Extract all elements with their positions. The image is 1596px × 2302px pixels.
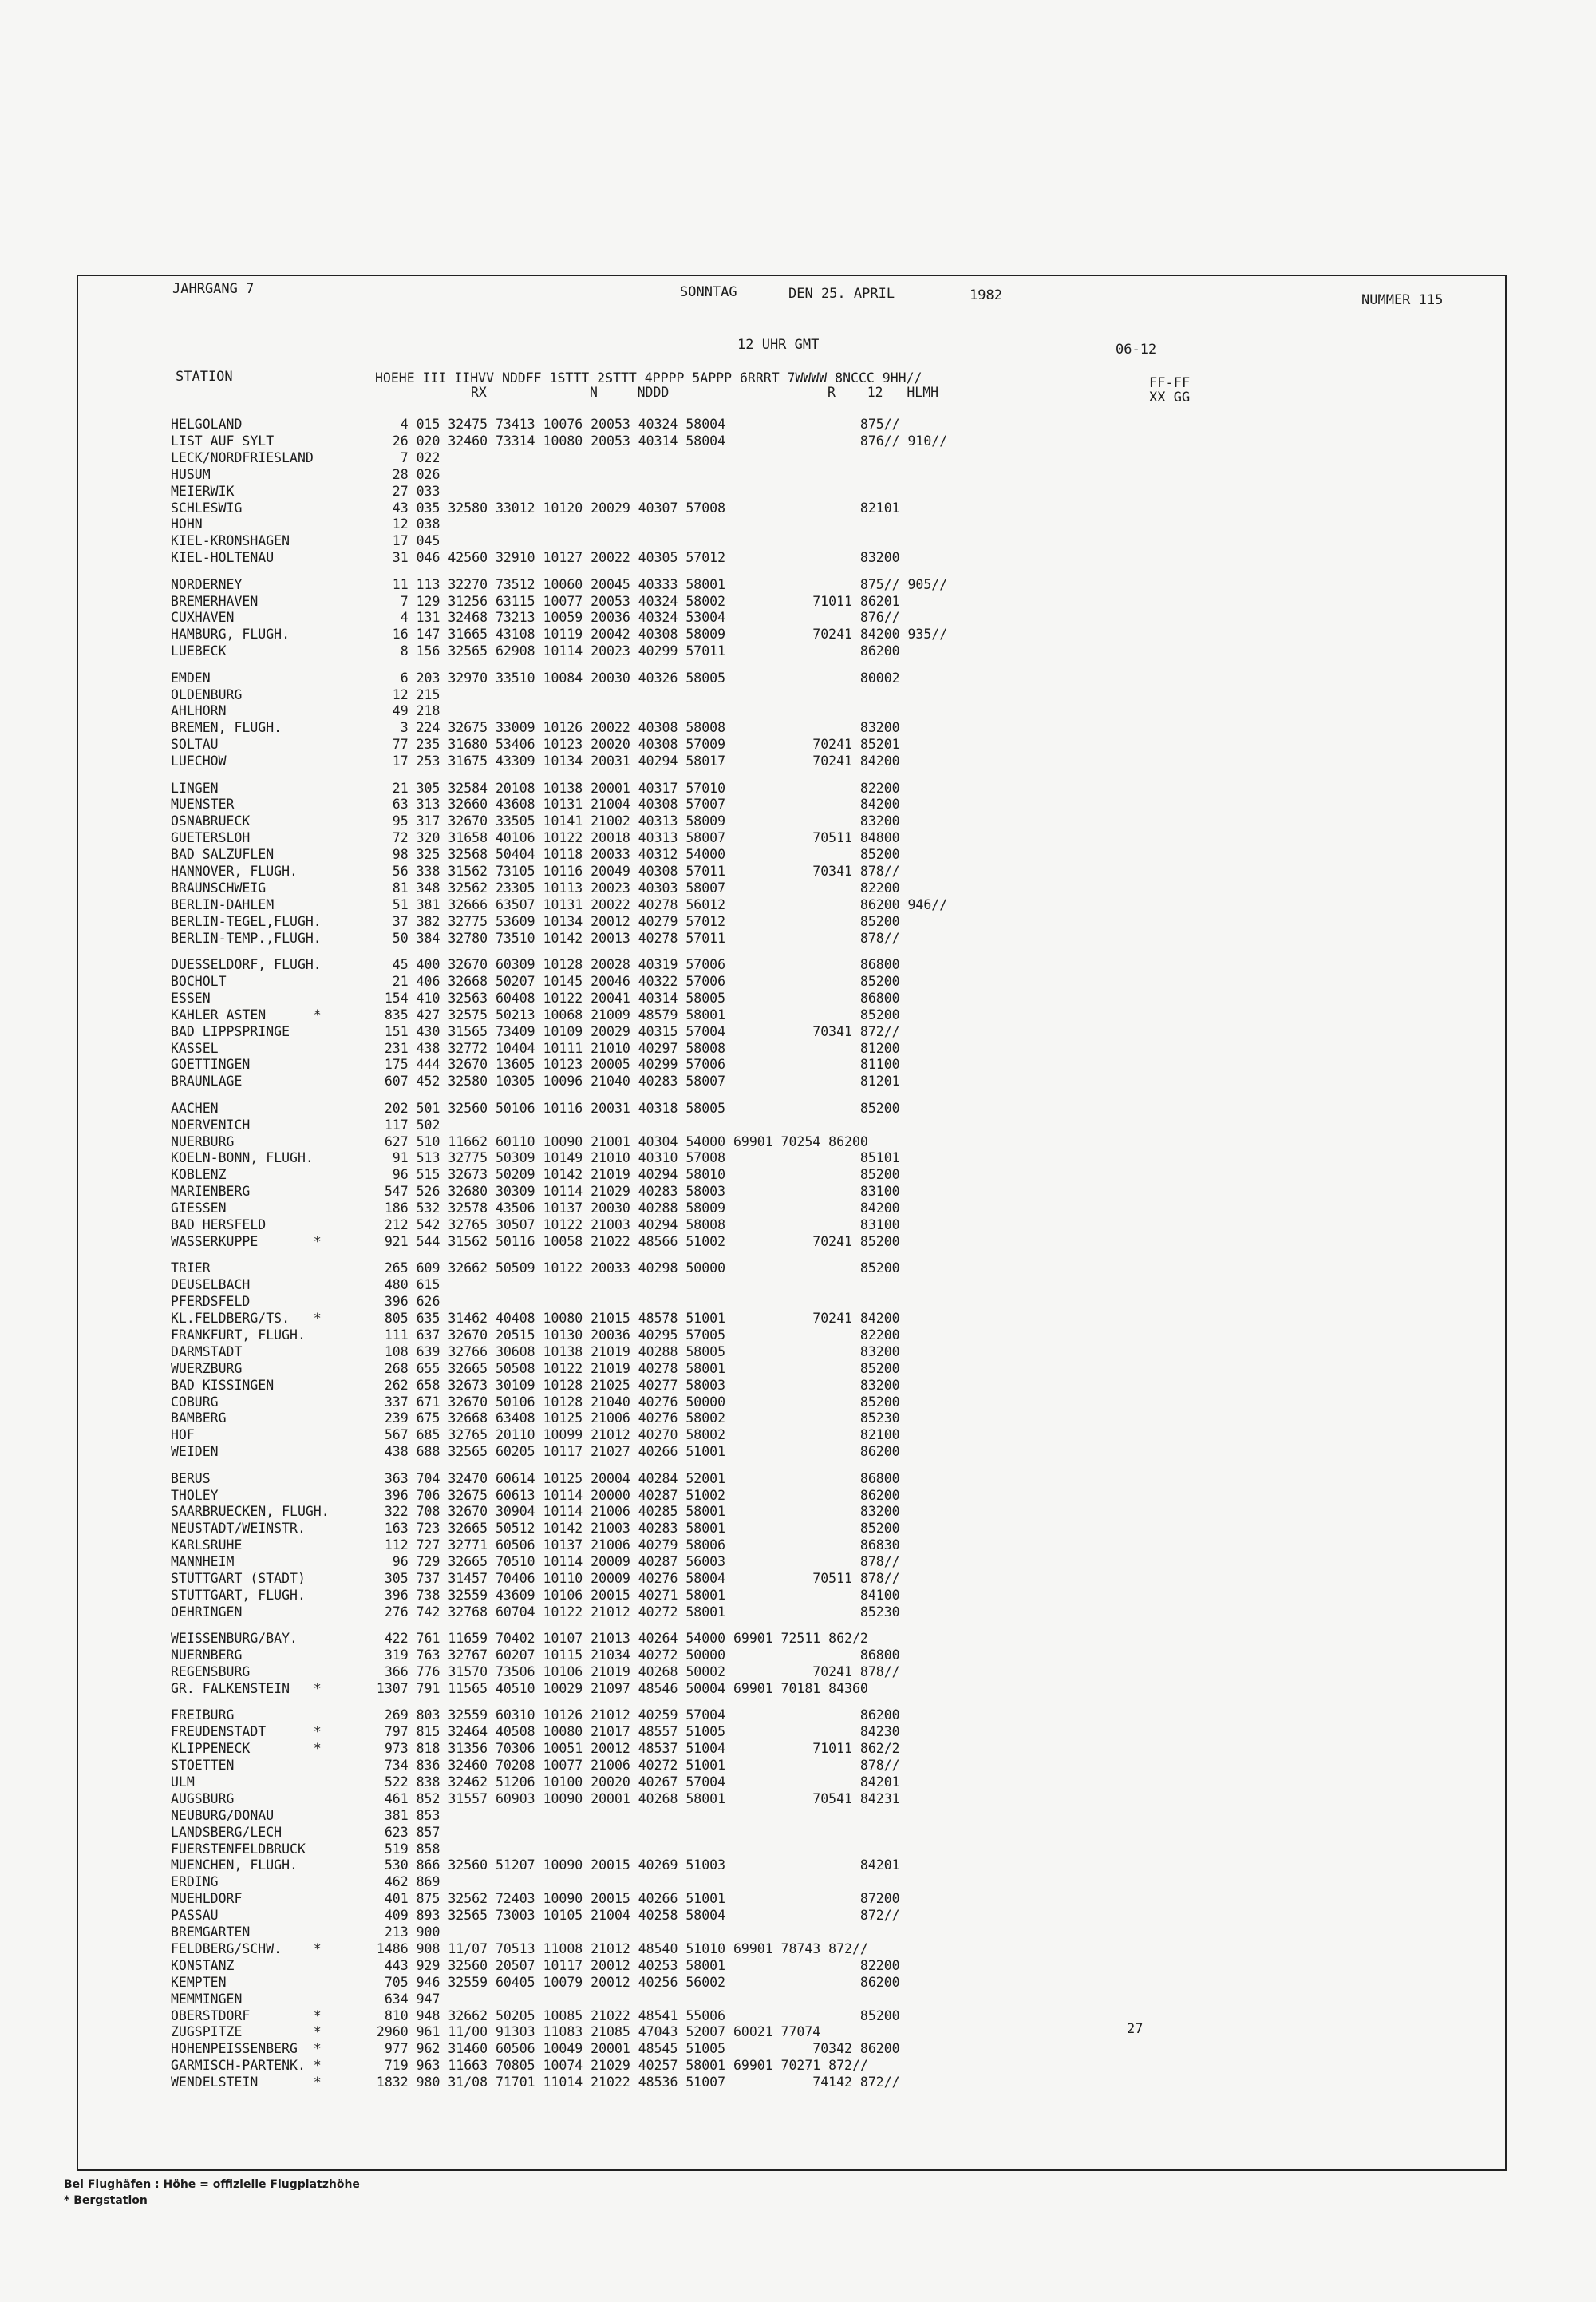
- station-name: BAD KISSINGEN: [171, 1377, 275, 1393]
- station-name: AACHEN: [171, 1100, 219, 1116]
- station-name: GR. FALKENSTEIN *: [171, 1680, 322, 1696]
- station-values: 108 639 32766 30608 10138 21019 40288 58005 83200: [369, 1343, 900, 1359]
- station-name: BAMBERG: [171, 1410, 227, 1426]
- station-values: 921 544 31562 50116 10058 21022 48566 51002 70241 85200: [369, 1233, 900, 1249]
- station-name: FUERSTENFELDBRUCK: [171, 1841, 306, 1857]
- station-values: 634 947: [369, 1991, 440, 2007]
- station-values: 835 427 32575 50213 10068 21009 48579 58001 85200: [369, 1007, 900, 1022]
- date: DEN 25. APRIL: [788, 286, 895, 302]
- station-name: NEUSTADT/WEINSTR.: [171, 1521, 306, 1537]
- station-values: 81 348 32562 23305 10113 20023 40303 58007 82200: [369, 880, 900, 896]
- footnote-airport-height: Bei Flughäfen : Höhe = offizielle Flugplatzhöhe: [64, 2178, 360, 2191]
- station-name: WENDELSTEIN *: [171, 2075, 322, 2090]
- station-values: 567 685 32765 20110 10099 21012 40270 58002 82100: [369, 1427, 900, 1443]
- station-values: 810 948 32662 50205 10085 21022 48541 55006 85200: [369, 2007, 900, 2023]
- station-values: 1486 908 11/07 70513 11008 21012 48540 51010 69901 78743 872//: [369, 1940, 868, 1956]
- station-values: 462 869: [369, 1874, 440, 1890]
- station-name: KONSTANZ: [171, 1957, 235, 1973]
- station-name: KIEL-HOLTENAU: [171, 550, 275, 566]
- station-values: 8 156 32565 62908 10114 20023 40299 57011 86200: [369, 643, 900, 659]
- xx-column-header: XX GG: [1149, 390, 1191, 405]
- station-name: EMDEN: [171, 670, 211, 686]
- weekday: SONNTAG: [680, 284, 737, 300]
- station-values: 547 526 32680 30309 10114 21029 40283 58003 83100: [369, 1184, 900, 1200]
- station-values: 95 317 32670 33505 10141 21002 40313 58009 83200: [369, 813, 900, 829]
- station-values: 1307 791 11565 40510 10029 21097 48546 50004 69901 70181 84360: [369, 1680, 868, 1696]
- station-name: MUENCHEN, FLUGH.: [171, 1857, 298, 1873]
- station-name: MUEHLDORF: [171, 1891, 243, 1907]
- station-values: 154 410 32563 60408 10122 20041 40314 58005 86800: [369, 990, 900, 1006]
- station-values: 45 400 32670 60309 10128 20028 40319 57006 86800: [369, 957, 900, 972]
- page-number: 27: [1127, 2021, 1144, 2037]
- station-values: 276 742 32768 60704 10122 21012 40272 58001 85230: [369, 1604, 900, 1620]
- station-values: 305 737 31457 70406 10110 20009 40276 58004 70511 878//: [369, 1571, 900, 1586]
- station-values: 381 853: [369, 1807, 440, 1823]
- station-values: 43 035 32580 33012 10120 20029 40307 57008 82101: [369, 500, 900, 516]
- station-name: BRAUNSCHWEIG: [171, 880, 267, 896]
- footnote-mountain-station: * Bergstation: [64, 2194, 148, 2207]
- station-values: 17 045: [369, 533, 440, 549]
- station-name: BERLIN-TEGEL,FLUGH.: [171, 913, 322, 929]
- station-values: 175 444 32670 13605 10123 20005 40299 57006 81100: [369, 1057, 900, 1073]
- station-name: STUTTGART, FLUGH.: [171, 1587, 306, 1603]
- station-name: BAD LIPPSPRINGE: [171, 1023, 290, 1039]
- station-column-header: STATION: [176, 369, 233, 385]
- station-values: 734 836 32460 70208 10077 21006 40272 51001 878//: [369, 1758, 900, 1773]
- station-name: KARLSRUHE: [171, 1537, 243, 1553]
- station-name: HOF: [171, 1427, 195, 1443]
- station-name: BOCHOLT: [171, 973, 227, 989]
- station-values: 4 131 32468 73213 10059 20036 40324 53004 876//: [369, 610, 900, 626]
- station-values: 98 325 32568 50404 10118 20033 40312 54000 85200: [369, 847, 900, 863]
- station-values: 163 723 32665 50512 10142 21003 40283 58001 85200: [369, 1521, 900, 1537]
- station-values: 607 452 32580 10305 10096 21040 40283 58007 81201: [369, 1074, 900, 1090]
- station-values: 11 113 32270 73512 10060 20045 40333 58001 875// 905//: [369, 576, 948, 592]
- station-values: 366 776 31570 73506 10106 21019 40268 50002 70241 878//: [369, 1664, 900, 1679]
- issue-number: NUMMER 115: [1361, 292, 1444, 308]
- station-values: 239 675 32668 63408 10125 21006 40276 58002 85230: [369, 1410, 900, 1426]
- station-name: MUENSTER: [171, 797, 235, 813]
- station-values: 63 313 32660 43608 10131 21004 40308 57007 84200: [369, 797, 900, 813]
- station-values: 2960 961 11/00 91303 11083 21085 47043 52007 60021 77074: [369, 2024, 821, 2040]
- period: 06-12: [1116, 342, 1157, 358]
- station-name: WASSERKUPPE *: [171, 1233, 322, 1249]
- station-values: 4 015 32475 73413 10076 20053 40324 58004 875//: [369, 417, 900, 432]
- observation-time: 12 UHR GMT: [737, 337, 820, 353]
- station-values: 12 038: [369, 516, 440, 532]
- station-values: 322 708 32670 30904 10114 21006 40285 58001 83200: [369, 1504, 900, 1520]
- station-name: BREMERHAVEN: [171, 593, 259, 609]
- station-name: NEUBURG/DONAU: [171, 1807, 275, 1823]
- station-name: KOBLENZ: [171, 1167, 227, 1183]
- station-name: KEMPTEN: [171, 1974, 227, 1990]
- station-name: BREMGARTEN: [171, 1924, 251, 1940]
- station-name: HOHENPEISSENBERG *: [171, 2041, 322, 2057]
- station-values: 112 727 32771 60506 10137 21006 40279 58006 86830: [369, 1537, 900, 1553]
- station-name: GOETTINGEN: [171, 1057, 251, 1073]
- station-name: ERDING: [171, 1874, 219, 1890]
- station-values: 337 671 32670 50106 10128 21040 40276 50000 85200: [369, 1394, 900, 1410]
- station-values: 623 857: [369, 1824, 440, 1840]
- station-values: 91 513 32775 50309 10149 21010 40310 57008 85101: [369, 1150, 900, 1166]
- station-values: 269 803 32559 60310 10126 21012 40259 57004 86200: [369, 1707, 900, 1723]
- station-name: GIESSEN: [171, 1200, 227, 1216]
- station-values: 151 430 31565 73409 10109 20029 40315 57004 70341 872//: [369, 1023, 900, 1039]
- station-values: 977 962 31460 60506 10049 20001 48545 51005 70342 86200: [369, 2041, 900, 2057]
- station-values: 31 046 42560 32910 10127 20022 40305 57012 83200: [369, 550, 900, 566]
- station-values: 265 609 32662 50509 10122 20033 40298 50000 85200: [369, 1260, 900, 1276]
- station-name: AHLHORN: [171, 703, 227, 719]
- station-name: BERLIN-DAHLEM: [171, 896, 275, 912]
- station-name: WEISSENBURG/BAY.: [171, 1631, 298, 1647]
- station-values: 443 929 32560 20507 10117 20012 40253 58001 82200: [369, 1957, 900, 1973]
- station-values: 396 626: [369, 1294, 440, 1310]
- station-values: 409 893 32565 73003 10105 21004 40258 58004 872//: [369, 1908, 900, 1924]
- station-name: THOLEY: [171, 1487, 219, 1503]
- station-values: 213 900: [369, 1924, 440, 1940]
- station-name: PASSAU: [171, 1908, 219, 1924]
- station-name: WUERZBURG: [171, 1360, 243, 1376]
- ff-column-header: FF-FF: [1149, 375, 1191, 391]
- station-name: STOETTEN: [171, 1758, 235, 1773]
- station-values: 202 501 32560 50106 10116 20031 40318 58005 85200: [369, 1100, 900, 1116]
- station-name: COBURG: [171, 1394, 219, 1410]
- station-values: 96 729 32665 70510 10114 20009 40287 56003 878//: [369, 1554, 900, 1570]
- station-name: SOLTAU: [171, 737, 219, 753]
- station-values: 319 763 32767 60207 10115 21034 40272 50000 86800: [369, 1647, 900, 1663]
- station-name: BREMEN, FLUGH.: [171, 720, 282, 736]
- station-values: 973 818 31356 70306 10051 20012 48537 51004 71011 862/2: [369, 1741, 900, 1757]
- station-name: LUECHOW: [171, 753, 227, 769]
- station-name: OBERSTDORF *: [171, 2007, 322, 2023]
- station-values: 17 253 31675 43309 10134 20031 40294 58017 70241 84200: [369, 753, 900, 769]
- station-values: 805 635 31462 40408 10080 21015 48578 51001 70241 84200: [369, 1311, 900, 1326]
- station-values: 12 215: [369, 686, 440, 702]
- station-name: OSNABRUECK: [171, 813, 251, 829]
- station-name: HOHN: [171, 516, 203, 532]
- code-column-headers: HOEHE III IIHVV NDDFF 1STTT 2STTT 4PPPP 5APPP 6RRRT 7WWWW 8NCCC 9HH//: [375, 370, 922, 386]
- station-name: MANNHEIM: [171, 1554, 235, 1570]
- station-values: 7 129 31256 63115 10077 20053 40324 58002 71011 86201: [369, 593, 900, 609]
- station-values: 21 305 32584 20108 10138 20001 40317 57010 82200: [369, 780, 900, 796]
- station-values: 77 235 31680 53406 10123 20020 40308 57009 70241 85201: [369, 737, 900, 753]
- station-values: 3 224 32675 33009 10126 20022 40308 58008 83200: [369, 720, 900, 736]
- station-values: 530 866 32560 51207 10090 20015 40269 51003 84201: [369, 1857, 900, 1873]
- station-values: 96 515 32673 50209 10142 21019 40294 58010 85200: [369, 1167, 900, 1183]
- station-values: 26 020 32460 73314 10080 20053 40314 58004 876// 910//: [369, 433, 948, 449]
- station-values: 268 655 32665 50508 10122 21019 40278 58001 85200: [369, 1360, 900, 1376]
- station-name: MEMMINGEN: [171, 1991, 243, 2007]
- station-name: SCHLESWIG: [171, 500, 243, 516]
- station-values: 480 615: [369, 1277, 440, 1293]
- station-values: 37 382 32775 53609 10134 20012 40279 57012 85200: [369, 913, 900, 929]
- station-name: MARIENBERG: [171, 1184, 251, 1200]
- station-name: HELGOLAND: [171, 417, 243, 432]
- footnotes: [64, 2177, 360, 2209]
- station-name: HANNOVER, FLUGH.: [171, 864, 298, 879]
- station-name: NORDERNEY: [171, 576, 243, 592]
- station-name: NUERNBERG: [171, 1647, 243, 1663]
- station-values: 461 852 31557 60903 10090 20001 40268 58001 70541 84231: [369, 1790, 900, 1806]
- station-name: SAARBRUECKEN, FLUGH.: [171, 1504, 330, 1520]
- station-values: 50 384 32780 73510 10142 20013 40278 57011 878//: [369, 930, 900, 946]
- station-name: KIEL-KRONSHAGEN: [171, 533, 290, 549]
- station-values: 422 761 11659 70402 10107 21013 40264 54000 69901 72511 862/2: [369, 1631, 868, 1647]
- station-name: ULM: [171, 1774, 195, 1790]
- station-name: AUGSBURG: [171, 1790, 235, 1806]
- station-values: 797 815 32464 40508 10080 21017 48557 51005 84230: [369, 1724, 900, 1740]
- station-values: 7 022: [369, 449, 440, 465]
- station-values: 186 532 32578 43506 10137 20030 40288 58009 84200: [369, 1200, 900, 1216]
- code-column-subheaders: RX N NDDD R 12 HLMH: [471, 385, 939, 400]
- station-values: 396 706 32675 60613 10114 20000 40287 51002 86200: [369, 1487, 900, 1503]
- station-name: FRANKFURT, FLUGH.: [171, 1327, 306, 1343]
- station-values: 363 704 32470 60614 10125 20004 40284 52001 86800: [369, 1470, 900, 1486]
- station-name: LANDSBERG/LECH: [171, 1824, 282, 1840]
- station-values: 28 026: [369, 466, 440, 482]
- station-name: OEHRINGEN: [171, 1604, 243, 1620]
- station-values: 1832 980 31/08 71701 11014 21022 48536 51007 74142 872//: [369, 2075, 900, 2090]
- station-name: TRIER: [171, 1260, 211, 1276]
- station-values: 16 147 31665 43108 10119 20042 40308 58009 70241 84200 935//: [369, 627, 948, 643]
- station-values: 56 338 31562 73105 10116 20049 40308 57011 70341 878//: [369, 864, 900, 879]
- station-name: WEIDEN: [171, 1444, 219, 1460]
- station-name: BERLIN-TEMP.,FLUGH.: [171, 930, 322, 946]
- station-values: 72 320 31658 40106 10122 20018 40313 58007 70511 84800: [369, 830, 900, 846]
- station-values: 111 637 32670 20515 10130 20036 40295 57005 82200: [369, 1327, 900, 1343]
- year: 1982: [970, 287, 1002, 303]
- station-values: 212 542 32765 30507 10122 21003 40294 58008 83100: [369, 1217, 900, 1232]
- station-name: DARMSTADT: [171, 1343, 243, 1359]
- station-name: HUSUM: [171, 466, 211, 482]
- station-name: KOELN-BONN, FLUGH.: [171, 1150, 314, 1166]
- station-name: BAD SALZUFLEN: [171, 847, 275, 863]
- station-values: 49 218: [369, 703, 440, 719]
- station-name: OLDENBURG: [171, 686, 243, 702]
- station-name: KASSEL: [171, 1040, 219, 1056]
- station-name: STUTTGART (STADT): [171, 1571, 306, 1586]
- station-name: CUXHAVEN: [171, 610, 235, 626]
- station-name: REGENSBURG: [171, 1664, 251, 1679]
- station-name: BAD HERSFELD: [171, 1217, 267, 1232]
- station-values: 396 738 32559 43609 10106 20015 40271 58001 84100: [369, 1587, 900, 1603]
- station-name: KAHLER ASTEN *: [171, 1007, 322, 1022]
- station-values: 21 406 32668 50207 10145 20046 40322 57006 85200: [369, 973, 900, 989]
- station-name: LUEBECK: [171, 643, 227, 659]
- station-values: 519 858: [369, 1841, 440, 1857]
- station-name: PFERDSFELD: [171, 1294, 251, 1310]
- station-name: LIST AUF SYLT: [171, 433, 275, 449]
- station-values: 117 502: [369, 1117, 440, 1133]
- station-name: FELDBERG/SCHW. *: [171, 1940, 322, 1956]
- station-values: 51 381 32666 63507 10131 20022 40278 56012 86200 946//: [369, 896, 948, 912]
- station-name: DEUSELBACH: [171, 1277, 251, 1293]
- station-name: LINGEN: [171, 780, 219, 796]
- station-values: 719 963 11663 70805 10074 21029 40257 58001 69901 70271 872//: [369, 2058, 868, 2074]
- station-name: LECK/NORDFRIESLAND: [171, 449, 314, 465]
- station-name: BRAUNLAGE: [171, 1074, 243, 1090]
- station-name: NUERBURG: [171, 1133, 235, 1149]
- station-name: DUESSELDORF, FLUGH.: [171, 957, 322, 972]
- station-values: 522 838 32462 51206 10100 20020 40267 57004 84201: [369, 1774, 900, 1790]
- station-values: 262 658 32673 30109 10128 21025 40277 58003 83200: [369, 1377, 900, 1393]
- station-name: HAMBURG, FLUGH.: [171, 627, 290, 643]
- station-name: KLIPPENECK *: [171, 1741, 322, 1757]
- station-values: 705 946 32559 60405 10079 20012 40256 56002 86200: [369, 1974, 900, 1990]
- jahrgang: JAHRGANG 7: [172, 281, 255, 297]
- station-values: 401 875 32562 72403 10090 20015 40266 51001 87200: [369, 1891, 900, 1907]
- station-name: ESSEN: [171, 990, 211, 1006]
- station-name: GARMISCH-PARTENK. *: [171, 2058, 322, 2074]
- station-values: 6 203 32970 33510 10084 20030 40326 58005 80002: [369, 670, 900, 686]
- station-values: 27 033: [369, 483, 440, 499]
- station-name: MEIERWIK: [171, 483, 235, 499]
- station-name: FREUDENSTADT *: [171, 1724, 322, 1740]
- station-values: 627 510 11662 60110 10090 21001 40304 54000 69901 70254 86200: [369, 1133, 868, 1149]
- station-values: 438 688 32565 60205 10117 21027 40266 51001 86200: [369, 1444, 900, 1460]
- station-name: KL.FELDBERG/TS. *: [171, 1311, 322, 1326]
- station-values: 231 438 32772 10404 10111 21010 40297 58008 81200: [369, 1040, 900, 1056]
- station-name: BERUS: [171, 1470, 211, 1486]
- station-name: NOERVENICH: [171, 1117, 251, 1133]
- station-name: GUETERSLOH: [171, 830, 251, 846]
- station-name: FREIBURG: [171, 1707, 235, 1723]
- station-name: ZUGSPITZE *: [171, 2024, 322, 2040]
